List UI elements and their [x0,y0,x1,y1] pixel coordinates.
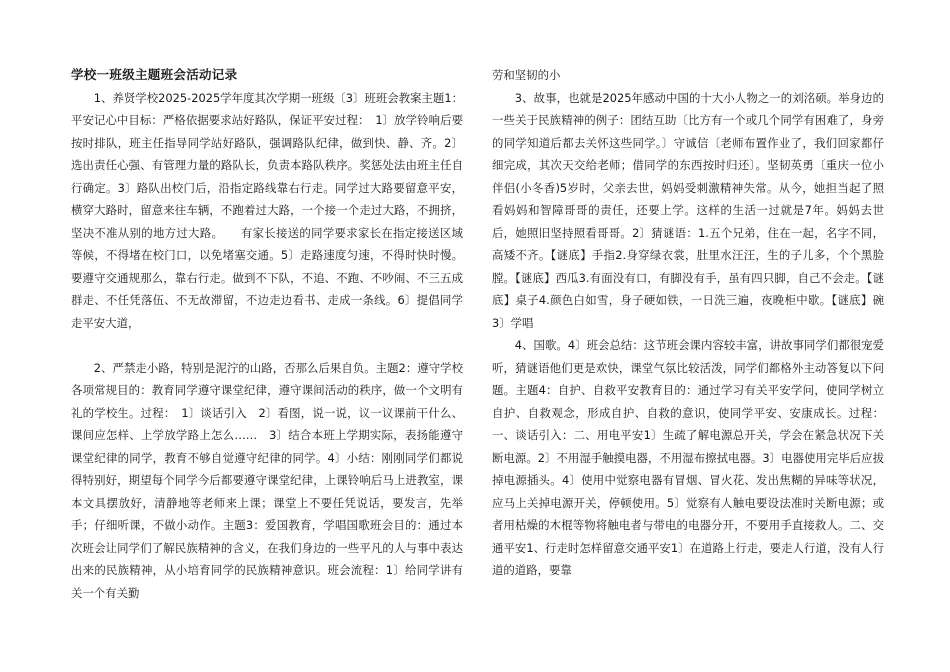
paragraph: 3、故事，也就是2025年感动中国的十大小人物之一的刘洺硕。举身边的一些关于民族精神的例子：团结互助〔比方有一个或几个同学有困难了，身旁的同学知道后都去关怀这些同学。〕守诚信〔老师布置作业了，我们回家都仔细完成，其次天交给老师；借同学的东西按时归还〕。坚韧英勇〔重庆一位小伴侣(小冬香)5岁时，父亲去世，妈妈受刺激精神失常。从今，她担当起了照看妈妈和智障哥哥的责任，还要上学。这样的生活一过就是7年。妈妈去世后，她照旧坚持照看哥哥。2〕猜谜语：1.五个兄弟，住在一起，名字不同，高矮不齐。【谜底】手指2.身穿绿衣裳，肚里水汪汪，生的子儿多，个个黑脸膛。【谜底】西瓜3.有面没有口，有脚没有手，虽有四只脚，自己不会走。【谜底】桌子4.颜色白如雪，身子硬如铁，一日洗三遍，夜晚柜中歇。【谜底】碗 3〕学唱 [492,90,896,330]
paragraph: 4、国歌。4〕班会总结：这节班会课内容较丰富，讲故事同学们都很宠爱听，猜谜语他们更是欢快，课堂气氛比较活泼，同学们都格外主动答复以下问题。主题4：自护、自救平安教育目的：通过学习有关平安学问，使同学树立自护、自救观念，形成自护、自救的意识，使同学平安、安康成长。过程：一、谈话引入：二、用电平安1〕生疏了解电源总开关，学会在紧急状况下关断电源。2〕不用湿手触摸电器，不用湿布擦拭电器。3〕电器使用完毕后应拔掉电源插头。4〕使用中觉察电器有冒烟、冒火花、发出焦糊的异味等状况，应马上关掉电源开关，停顿使用。5〕觉察有人触电要设法准时关断电源；或者用枯燥的木棍等物将触电者与带电的电器分开，不要用手直接救人。二、交通平安1、行走时怎样留意交通平安1〕在道路上行走，要走人行道，没有人行道的道路，要靠 [492,338,884,577]
paragraph: 2、严禁走小路，特别是泥泞的山路，否那么后果自负。主题2：遵守学校各项常规目的：教育同学遵守课堂纪律，遵守课间活动的秩序，做一个文明有礼的学校生。过程： 1〕谈话引入 2〕看图，说一说，议一议课前干什么、课间应怎样、上学放学路上怎么…… 3〕结合本班上学期实际，表扬能遵守课堂纪律的同学，教育不够自觉遵守纪律的同学。4〕小结：刚刚同学们都说得特别好，期望每个同学今后都要遵守课堂纪律，上课铃响后马上进教室，课本文具摆放好，清静地等老师来上课；课堂上不要任凭说话，要发言，先举手；仔细听课，不做小动作。主题3：爱国教育，学唱国歌班会目的：通过本次班会让同学们了解民族精神的含义，在我们身边的一些平凡的人与事中表达出来的民族精神，从小培育同学的民族精神意识。班会流程：1〕给同学讲有关一个有关勤 [71,360,463,600]
paragraph: 劳和坚韧的小 [492,68,561,82]
paragraph: 1、养贤学校2025-2025学年度其次学期一班级〔3〕班班会教案主题1：平安记心中目标：严格依据要求站好路队，保证平安过程： 1〕放学铃响后要按时排队，班主任指导同学站好路队，强调路队纪律，做到快、静、齐。2〕选出责任心强、有管理力量的路队长，负责本路队秩序。奖惩处法由班主任自行确定。3〕路队出校门后，沿指定路线靠右行走。同学过大路要留意平安，横穿大路时，留意来往车辆，不跑着过大路，一个接一个走过大路，不拥挤，坚决不准从别的地方过大路。 有家长接送的同学要求家长在指定接送区域等候，不得堵在校门口，以免堵塞交通。5〕走路速度匀速，不得时快时慢。要遵守交通规那么，靠右行走。做到不下队，不追、不跑、不吵闹、不三五成群走、不任凭落伍、不无故滞留，不边走边看书、走成一条线。6〕提倡同学走平安大道， [71,90,463,330]
left-column [71,64,463,604]
paragraph-gap [71,334,463,357]
document-title: 学校一班级主题班会活动记录 [71,67,238,82]
right-column [492,64,896,582]
